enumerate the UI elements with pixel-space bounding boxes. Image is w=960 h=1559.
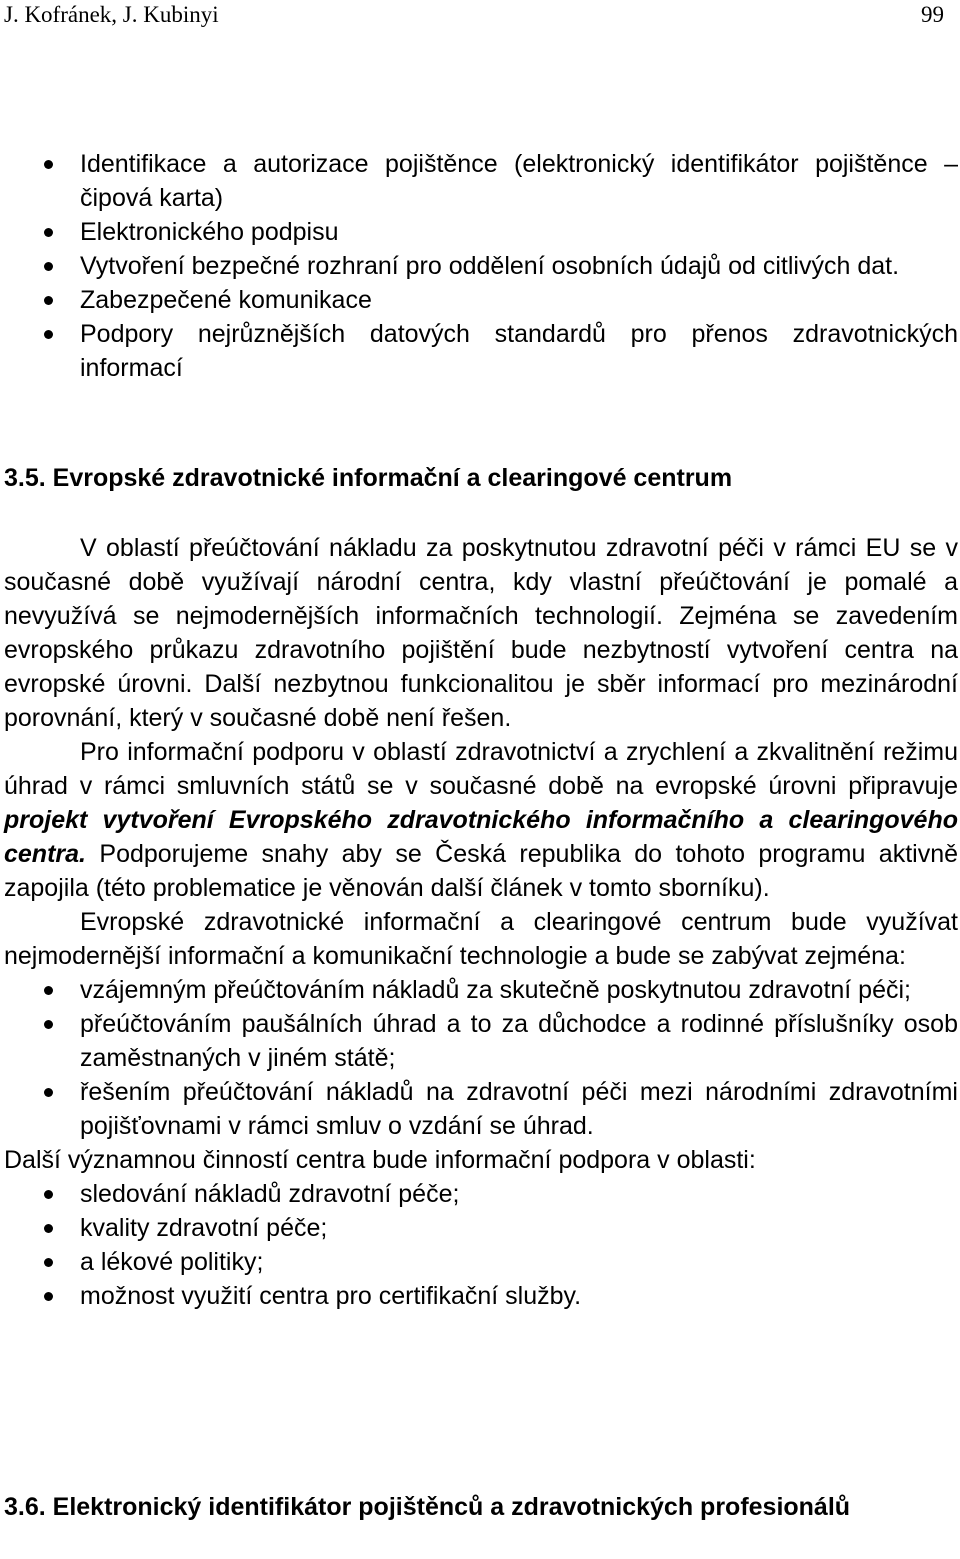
section-body-3-5	[4, 531, 958, 1313]
running-header	[0, 0, 960, 30]
list-item: možnost využití centra pro certifikační služby.	[4, 1279, 958, 1313]
list-item: Identifikace a autorizace pojištěnce (elektronický identifikátor pojištěnce – čipová karta)	[4, 147, 958, 215]
bullet-icon	[44, 228, 53, 237]
page-number: 99	[921, 2, 944, 27]
bullet-icon	[44, 1224, 53, 1233]
bullet-icon	[44, 160, 53, 169]
support-list	[4, 1177, 958, 1313]
paragraph: Evropské zdravotnické informační a clearingové centrum bude využívat nejmodernější informační a komunikační technologie a bude se zabývat zejména:	[4, 908, 958, 970]
bullet-icon	[44, 296, 53, 305]
list-item: řešením přeúčtování nákladů na zdravotní péči mezi národními zdravotními pojišťovnami v rámci smluv o vzdání se úhrad.	[4, 1075, 958, 1143]
paragraph: V oblastí přeúčtování nákladu za poskytnutou zdravotní péči v rámci EU se v současné době využívají národní centra, kdy vlastní přeúčtování je pomalé a nevyužívá se nejmodernějších informačních technologií. Zejména se zavedením evropského průkazu zdravotního pojištění bude nezbytností vytvoření centra na evropské úrovni. Další nezbytnou funkcionalitou je sběr informací pro mezinárodní porovnání, který v současné době není řešen.	[4, 534, 958, 732]
section-heading-3-6: 3.6. Elektronický identifikátor pojištěnců a zdravotnických profesionálů	[4, 1493, 851, 1521]
bullet-icon	[44, 1020, 53, 1029]
bullet-icon	[44, 1292, 53, 1301]
list-item: Elektronického podpisu	[4, 215, 958, 249]
list-item: kvality zdravotní péče;	[4, 1211, 958, 1245]
list-item: Vytvoření bezpečné rozhraní pro oddělení osobních údajů od citlivých dat.	[4, 249, 958, 283]
list-item: Podpory nejrůznějších datových standardů pro přenos zdravotnických informací	[4, 317, 958, 385]
bullet-icon	[44, 1258, 53, 1267]
bullet-icon	[44, 986, 53, 995]
list-item: sledování nákladů zdravotní péče;	[4, 1177, 958, 1211]
list-item: a lékové politiky;	[4, 1245, 958, 1279]
list-item: vzájemným přeúčtováním nákladů za skutečně poskytnutou zdravotní péči;	[4, 973, 958, 1007]
bullet-icon	[44, 1088, 53, 1097]
header-authors: J. Kofránek, J. Kubinyi	[4, 2, 219, 27]
bullet-icon	[44, 330, 53, 339]
activity-list	[4, 973, 958, 1143]
bullet-icon	[44, 262, 53, 271]
paragraph: Další významnou činností centra bude informační podpora v oblasti:	[4, 1146, 756, 1174]
list-item: přeúčtováním paušálních úhrad a to za důchodce a rodinné příslušníky osob zaměstnaných v jiném státě;	[4, 1007, 958, 1075]
emphasis-project: projekt vytvoření Evropského zdravotnického informačního a clearingového centra.	[4, 806, 958, 868]
paragraph: Pro informační podporu v oblastí zdravotnictví a zrychlení a zkvalitnění režimu úhrad v rámci smluvních států se v současné době na evropské úrovni připravuje projekt vytvoření Evropského zdravotnického informačního a clearingového centra. Podporujeme snahy aby se Česká republika do tohoto programu aktivně zapojila (této problematice je věnován další článek v tomto sborníku).	[4, 738, 958, 902]
section-heading-3-5: 3.5. Evropské zdravotnické informační a clearingové centrum	[4, 464, 733, 492]
bullet-icon	[44, 1190, 53, 1199]
list-item: Zabezpečené komunikace	[4, 283, 958, 317]
